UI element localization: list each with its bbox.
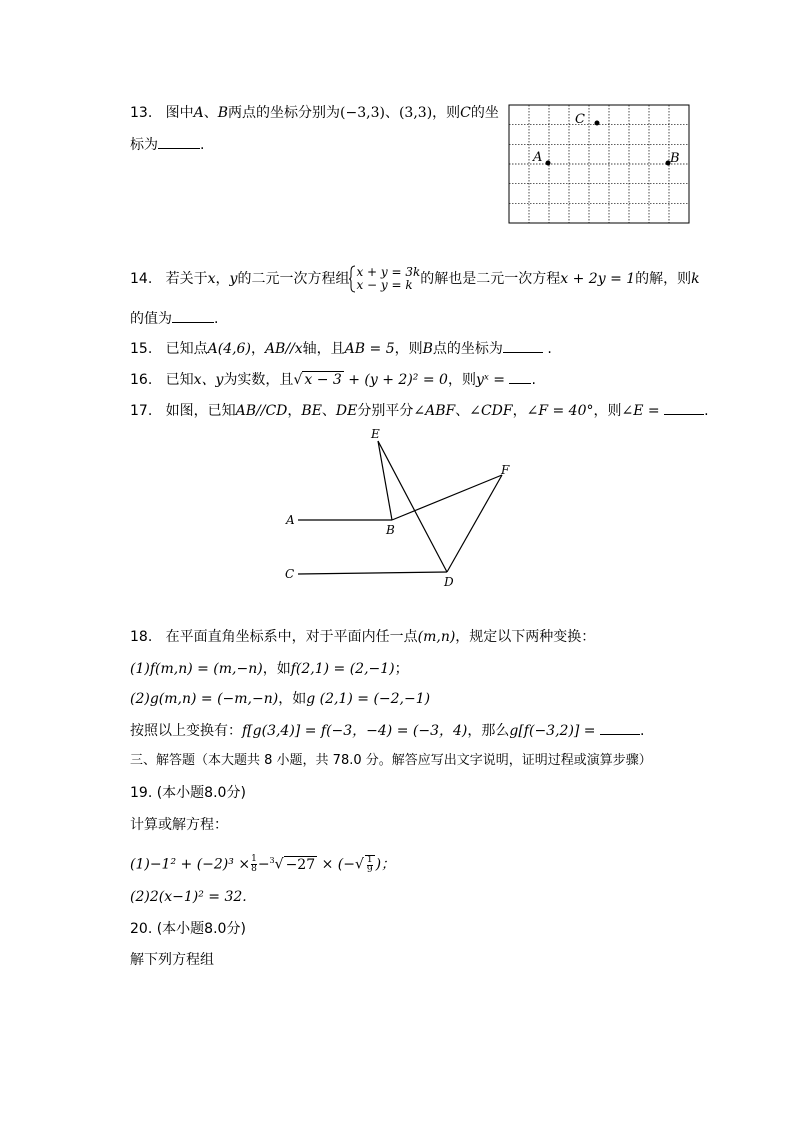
sqrt-icon: √ bbox=[274, 856, 284, 873]
label-a: A bbox=[286, 513, 295, 527]
point-c bbox=[595, 121, 600, 126]
q14-text-b: 的二元一次方程组 bbox=[237, 271, 350, 287]
answer-blank[interactable] bbox=[158, 135, 200, 149]
q19-p1-d: )； bbox=[375, 856, 396, 873]
q16-line bbox=[130, 370, 536, 389]
q17-ang2: ∠CDF bbox=[469, 403, 513, 419]
q15-text-c: ，则 bbox=[394, 341, 423, 357]
q19-prompt: 计算或解方程： bbox=[130, 817, 228, 833]
label-a: A bbox=[533, 150, 543, 165]
q18-line4-question: g[f(−3,2)] = bbox=[509, 723, 596, 739]
q18-line2 bbox=[130, 660, 409, 678]
q17-ang3: ∠F = 40° bbox=[526, 403, 594, 419]
q14-text-c: 的解也是二元一次方程 bbox=[420, 271, 561, 287]
q16-text: 已知 bbox=[165, 372, 194, 388]
sqrt-icon: √ bbox=[293, 372, 303, 388]
q16-xy: x、y bbox=[193, 372, 224, 388]
q16-number: 16. bbox=[130, 372, 153, 388]
answer-blank[interactable] bbox=[172, 309, 214, 323]
q20-head: 20. (本小题8.0分) bbox=[130, 921, 246, 937]
q13-B: B bbox=[217, 105, 229, 121]
point-a bbox=[546, 161, 551, 166]
q15-comma: ， bbox=[250, 341, 265, 357]
q13-text-d: 的坐 bbox=[470, 105, 499, 121]
q18-text-b: ，规定以下两种变换： bbox=[455, 629, 596, 645]
q19-p2: (2)2(x−1)² = 32. bbox=[130, 889, 247, 905]
q15-text-b: 轴，且 bbox=[302, 341, 345, 357]
q16-text-c: ，则 bbox=[447, 372, 476, 388]
cube-root-index: 3 bbox=[269, 856, 275, 865]
q17-sep: 、 bbox=[321, 403, 336, 419]
q17-end: . bbox=[704, 403, 709, 419]
label-f: F bbox=[501, 463, 510, 477]
q18-rule2-example: g (2,1) = (−2,−1) bbox=[306, 691, 431, 707]
q18-rule1-end: ； bbox=[394, 661, 409, 677]
q19-p1-a: (1)−1² + (−2)³ × bbox=[130, 856, 251, 873]
answer-blank[interactable] bbox=[503, 339, 543, 353]
q15-text: 已知点 bbox=[165, 341, 208, 357]
q14-line1 bbox=[130, 264, 700, 294]
q17-de: DE bbox=[335, 403, 358, 419]
q14-text: 若关于 bbox=[165, 271, 208, 287]
segment-ed bbox=[378, 441, 447, 572]
q19-p1-b: − bbox=[257, 856, 270, 873]
q13-C: C bbox=[460, 105, 471, 121]
answer-blank[interactable] bbox=[509, 370, 531, 384]
label-e: E bbox=[371, 427, 380, 441]
q17-line bbox=[130, 401, 709, 420]
equation-system bbox=[356, 266, 420, 292]
q14-comma: ， bbox=[215, 271, 230, 287]
q17-be: BE bbox=[301, 403, 322, 419]
q19-p1-c: × (− bbox=[321, 856, 355, 873]
q13-sep2: 、 bbox=[384, 105, 399, 121]
q13-number: 13. bbox=[130, 105, 153, 121]
q18-line3 bbox=[130, 690, 430, 708]
q17-ang4: ∠E = bbox=[621, 403, 660, 419]
q14-line2 bbox=[130, 309, 218, 328]
fraction-numerator: 1 bbox=[366, 854, 373, 865]
q13-A: A bbox=[193, 105, 204, 121]
label-b: B bbox=[670, 151, 680, 166]
q18-text: 在平面直角坐标系中，对于平面内任一点 bbox=[165, 629, 418, 645]
q13-text: 图中 bbox=[165, 105, 194, 121]
q18-mn: (m,n) bbox=[417, 629, 456, 645]
sqrt-fraction bbox=[365, 855, 375, 875]
q18-rule1-example: f(2,1) = (2,−1) bbox=[290, 661, 395, 677]
q13-line2-text: 标为 bbox=[130, 137, 158, 153]
q17-text-c: ，则 bbox=[593, 403, 622, 419]
q13-coord-b: (3,3) bbox=[398, 105, 433, 121]
q19-head: 19. (本小题8.0分) bbox=[130, 785, 246, 801]
sqrt-icon: √ bbox=[354, 856, 364, 873]
q13-line1 bbox=[130, 104, 499, 122]
q19-part1 bbox=[130, 848, 395, 874]
section-header: 三、解答题（本大题共 8 小题，共 78.0 分。解答应写出文字说明，证明过程或演算步骤） bbox=[130, 753, 652, 768]
q19-part2 bbox=[130, 888, 247, 906]
fraction-denominator: 8 bbox=[251, 864, 257, 875]
q18-number: 18. bbox=[130, 629, 153, 645]
q17-comma: ， bbox=[287, 403, 302, 419]
q14-line2-text: 的值为 bbox=[130, 311, 172, 327]
q17-text-b: 分别平分 bbox=[357, 403, 414, 419]
q16-end: . bbox=[531, 372, 536, 388]
q15-line bbox=[130, 339, 552, 358]
brace-icon bbox=[349, 265, 356, 293]
q20-prompt: 解下列方程组 bbox=[130, 952, 214, 968]
label-c: C bbox=[285, 567, 295, 581]
q18-line1 bbox=[130, 628, 595, 646]
q18-rule1: (1)f(m,n) = (m,−n) bbox=[130, 661, 263, 677]
q17-text: 如图，已知 bbox=[165, 403, 236, 419]
q14-k: k bbox=[691, 271, 700, 287]
segment-fd bbox=[447, 475, 502, 572]
q18-line4-example: f[g(3,4)] = f(−3，−4) = (−3，4) bbox=[242, 723, 468, 739]
q17-comma2: ， bbox=[512, 403, 527, 419]
q18-rule1-text: ，如 bbox=[262, 661, 291, 677]
label-b: B bbox=[386, 523, 395, 537]
q18-line4-text: 按照以上变换有： bbox=[130, 723, 242, 739]
answer-blank[interactable] bbox=[664, 401, 704, 415]
coordinate-grid bbox=[508, 104, 690, 224]
segment-be bbox=[378, 441, 392, 520]
label-c: C bbox=[575, 112, 585, 127]
q15-end: . bbox=[547, 341, 552, 357]
q14-x: x bbox=[207, 271, 216, 287]
q16-text-b: 为实数，且 bbox=[223, 372, 294, 388]
q17-par: AB//CD bbox=[235, 403, 288, 419]
q14-eq3: x + 2y = 1 bbox=[560, 271, 636, 287]
q16-radicand: x − 3 bbox=[304, 372, 342, 388]
q15-number: 15. bbox=[130, 341, 153, 357]
q18-rule2: (2)g(m,n) = (−m,−n) bbox=[130, 691, 279, 707]
q17-number: 17. bbox=[130, 403, 153, 419]
q13-sep: 、 bbox=[203, 105, 218, 121]
fraction bbox=[251, 855, 257, 874]
q13-end: . bbox=[200, 137, 205, 153]
q15-text-d: 点的坐标为 bbox=[432, 341, 503, 357]
q14-eq1: x + y = 3k bbox=[356, 265, 421, 279]
q19-radicand: −27 bbox=[285, 856, 316, 873]
q15-B: B bbox=[422, 341, 433, 357]
geometry-figure bbox=[280, 425, 520, 595]
q14-y: y bbox=[229, 271, 238, 287]
q17-ang1: ∠ABF bbox=[413, 403, 456, 419]
line-cd bbox=[298, 572, 447, 574]
q18-line4 bbox=[130, 721, 644, 740]
q16-pow: yˣ = bbox=[475, 372, 506, 388]
fraction-numerator: 1 bbox=[251, 854, 257, 865]
q15-ab: AB//x bbox=[264, 341, 303, 357]
q13-coord-a: (−3,3) bbox=[340, 105, 385, 121]
fraction-denominator: 9 bbox=[366, 864, 373, 875]
q14-end: . bbox=[214, 311, 219, 327]
q13-text-c: ，则 bbox=[432, 105, 461, 121]
q13-text-b: 两点的坐标分别为 bbox=[228, 105, 341, 121]
label-d: D bbox=[444, 575, 454, 589]
q13-line2 bbox=[130, 135, 204, 154]
q14-number: 14. bbox=[130, 271, 153, 287]
q15-len: AB = 5 bbox=[344, 341, 395, 357]
q14-eq2: x − y = k bbox=[356, 278, 413, 292]
q17-sep2: 、 bbox=[455, 403, 470, 419]
q16-rest: + (y + 2)² = 0 bbox=[348, 372, 448, 388]
q15-point-a: A(4,6) bbox=[207, 341, 251, 357]
segment-bf bbox=[392, 475, 502, 520]
q18-end: . bbox=[640, 723, 645, 739]
q14-text-d: 的解，则 bbox=[635, 271, 692, 287]
q18-line4-text-c: ，那么 bbox=[467, 723, 510, 739]
answer-blank[interactable] bbox=[600, 721, 640, 735]
q18-rule2-text: ，如 bbox=[278, 691, 307, 707]
